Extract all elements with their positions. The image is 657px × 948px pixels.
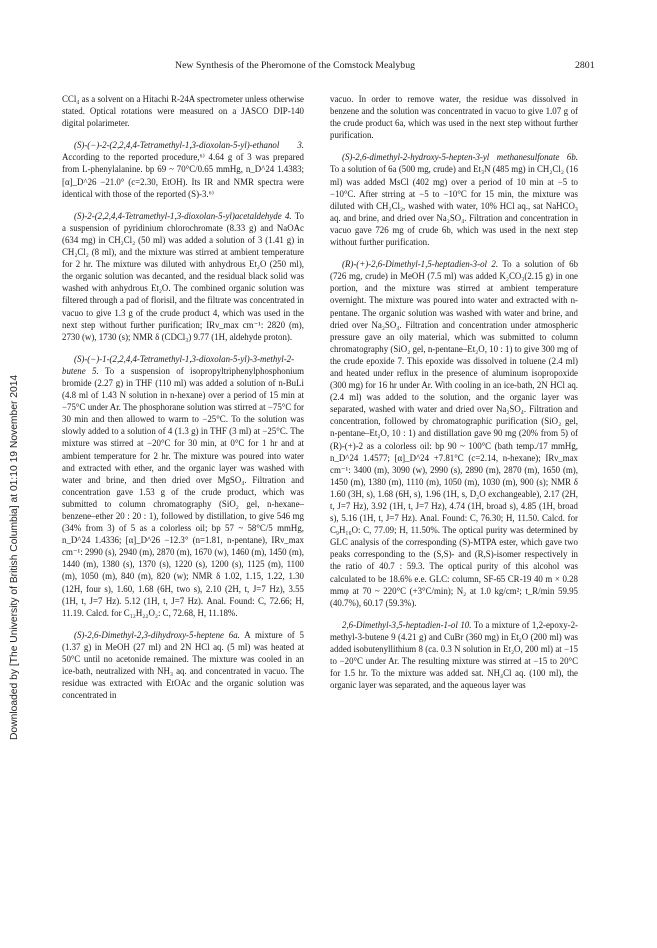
- entry-body: A mixture of 5 (1.37 g) in MeOH (27 ml) and 2N HCl aq. (5 ml) was heated at 50°C until no acetonide remained. The mixture was cooled in an ice-bath, neutralized with NH₃ aq. and concentrated in vacuo. The residue was extracted with EtOAc and the organic solution was concentrated in: [62, 629, 304, 701]
- experimental-entry: [330, 619, 578, 692]
- experimental-entry: [62, 353, 304, 619]
- compound-name: (S)-2,6-dimethyl-2-hydroxy-5-hepten-3-yl methanesulfonate 6b.: [342, 152, 578, 163]
- experimental-entry: [62, 139, 304, 199]
- download-watermark-text: Downloaded by [The University of British Columbia] at 01:10 19 November 2014: [9, 374, 20, 740]
- download-watermark: [2, 100, 20, 740]
- entry-body: To a suspension of isopropyltriphenylphosphonium bromide (2.27 g) in THF (110 ml) was added a solution of n-BuLi (4.8 ml of 1.43 N solution in n-hexane) over a period of 15 min at −75°C under Ar. The phosphorane solution was stirred at −75°C for 30 min and then allowed to warm to −25°C. To the solution was slowly added to a solution of 4 (1.3 g) in THF (3 ml) at −25°C. The mixture was stirred at −20°C for 30 min, at 0°C for 1 hr and at ambient temperature for 2 hr. The mixture was poured into water and extracted with ether, and the organic layer was washed with water and brine, and then dried over MgSO₄. Filtration and concentration gave 1.53 g of the crude product, which was submitted to column chromatography (SiO₂ gel, n-hexane–benzene–ether 20 : 20 : 1), followed by distillation, to give 546 mg (34% from 3) of 5 as a colorless oil; bp 57 ~ 58°C/5 mmHg, n_D^24 1.4336; [α]_D^26 −12.3° (n=1.81, n-pentane), IRν_max cm⁻¹: 2990 (s), 2940 (m), 2870 (m), 1670 (w), 1460 (m), 1450 (m), 1440 (m), 1380 (s), 1370 (s), 1220 (s), 1200 (s), 1125 (m), 1100 (m), 1050 (m), 840 (m), 820 (w); NMR δ 1.02, 1.15, 1.22, 1.30 (12H, four s), 1.60, 1.68 (6H, two s), 2.10 (2H, t, J=7 Hz), 3.55 (1H, t, J=7 Hz). 5.12 (1H, t, J=7 Hz). Anal. Found: C, 72.66; H, 11.19. Calcd. for C₁₂H₂₂O₂: C, 72.68, H, 11.18%.: [62, 365, 304, 618]
- experimental-entry: [330, 258, 578, 609]
- compound-name: (S)-(−)-2-(2,2,4,4-Tetramethyl-1,3-dioxolan-5-yl)-ethanol 3.: [74, 140, 304, 151]
- running-title: New Synthesis of the Pheromone of the Comstock Mealybug: [175, 60, 415, 71]
- paragraph-text: vacuo. In order to remove water, the residue was dissolved in benzene and the solution was concentrated in vacuo to give 1.07 g of the crude product 6a, which was used in the next step without further purification.: [330, 94, 578, 141]
- compound-name: (S)-(−)-1-(2,2,4,4-Tetramethyl-1,3-dioxolan-5-yl)-3-methyl-2-butene 5.: [62, 353, 295, 376]
- experimental-entry: [62, 210, 304, 343]
- compound-name: (R)-(+)-2,6-Dimethyl-1,5-heptadien-3-ol 2.: [342, 259, 499, 270]
- compound-name: 2,6-Dimethyl-3,5-heptadien-1-ol 10.: [342, 619, 472, 630]
- experimental-entry: [330, 151, 578, 248]
- paragraph-text: CCl₄ as a solvent on a Hitachi R-24A spectrometer unless otherwise stated. Optical rotations were measured on a JASCO DIP-140 digital polarimeter.: [62, 94, 304, 129]
- page-number: 2801: [575, 60, 595, 71]
- entry-body: To a mixture of 1,2-epoxy-2-methyl-3-butene 9 (4.21 g) and CuBr (360 mg) in Et₂O (200 ml) was added isobutenyllithium 8 (ca. 0.3 N solution in Et₂O, 200 ml) at −15 to −20°C under Ar. The resulting mixture was stirred at −15 to 20°C for 1.5 hr. To the mixture was added sat. NH₄Cl aq. (100 ml), the organic layer was separated, and the aqueous layer was: [330, 619, 578, 691]
- experimental-entry: [62, 629, 304, 702]
- left-column: [62, 93, 304, 701]
- entry-body: To a solution of 6a (500 mg, crude) and Et₃N (485 mg) in CH₂Cl₂ (16 ml) was added MsCl (402 mg) over a period of 10 min at −5 to −10°C. After strring at −5 to −10°C for 15 min, the mixture was diluted with CH₂Cl₂, washed with water, 10% HCl aq., sat NaHCO₃ aq. and brine, and dried over Na₂SO₄. Filtration and concentration in vacuo gave 726 mg of crude 6b, which was used in the next step without further purification.: [330, 164, 578, 248]
- compound-name: (S)-2-(2,2,4,4-Tetramethyl-1,3-dioxolan-5-yl)acetaldehyde 4.: [74, 210, 292, 221]
- entry-body: To a suspension of pyridinium chlorochromate (8.33 g) and NaOAc (634 mg) in CH₂Cl₂ (50 ml) was added a solution of 3 (1.41 g) in CH₂Cl₂ (8 ml), and the mixture was stirred at ambient temperature for 2 hr. The mixture was diluted with anhydrous Et₂O (250 ml), the organic solution was decanted, and the residual black solid was washed with anhydrous Et₂O. The combined organic solution was filtered through a pad of florisil, and the filtrate was concentrated in vacuo to give 1.3 g of the crude product 4, which was used in the next step without further purification; IRν_max cm⁻¹: 2820 (m), 2730 (w), 1730 (s); NMR δ (CDCl₃) 9.77 (1H, aldehyde proton).: [62, 210, 304, 342]
- entry-body: To a solution of 6b (726 mg, crude) in MeOH (7.5 ml) was added K₂CO₃(2.15 g) in one portion, and the mixture was stirred at ambient temperature overnight. The mixture was poured into water and extracted with n-pentane. The organic solution was washed with water and brine, and dried over Na₂SO₄. Filtration and concentration under atmospheric pressure gave an oily material, which was submitted to column chromatography (SiO₂ gel, n-pentane–Et₂O, 10 : 1) to give 300 mg of the crude epoxide 7. This epoxide was dissolved in toluene (2.4 ml) and heated under reflux in the presence of aluminum isopropoxide (300 mg) for 16 hr under Ar. With cooling in an ice-bath, 2N HCl aq. (2.4 ml) was added to the solution, and the organic layer was separated, washed with water and dried over Na₂SO₄. Filtration and concentration, followed by chromatographic purification (SiO₂ gel, n-pentane–Et₂O, 10 : 1) and distillation gave 90 mg (20% from 5) of (R)-(+)-2 as a colorless oil: bp 90 ~ 100°C (bath temp./17 mmHg, n_D^24 1.4577; [α]_D^24 +7.81°C (c=2.14, n-hexane); IRν_max cm⁻¹: 3400 (m), 3090 (w), 2990 (s), 2890 (m), 2870 (m), 1650 (m), 1450 (m), 1380 (m), 1110 (m), 1050 (m), 1030 (m), 900 (s); NMR δ 1.60 (3H, s), 1.68 (6H, s), 1.96 (1H, s, D₂O exchangeable), 2.17 (2H, t, J=7 Hz), 3.92 (1H, t, J=7 Hz), 4.74 (1H, broad s), 4.85 (1H, broad s), 5.16 (1H, t, J=7 Hz). Anal. Found: C, 76.30; H, 11.50. Calcd. for C₉H₁₆O: C, 77.09; H, 11.50%. The optical purity was determined by GLC analysis of the corresponding (S)-MTPA ester, which gave two peaks corresponding to the (S,S)- and (R,S)-isomer respectively in the ratio of 40.7 : 59.3. The optical purity of this alcohol was calculated to be 18.6% e.e. GLC: column, SF-65 CR-19 40 m × 0.28 mmφ at 70 ~ 220°C (+3°C/min); N₂ at 1.0 kg/cm²; t_R/min 59.95 (40.7%), 60.17 (59.3%).: [330, 259, 579, 608]
- compound-name: (S)-2,6-Dimethyl-2,3-dihydroxy-5-heptene 6a.: [74, 629, 240, 640]
- right-column: [330, 93, 578, 691]
- paragraph: [330, 93, 578, 141]
- entry-body: According to the reported procedure,⁶⁾ 4.64 g of 3 was prepared from L-phenylalanine. bp 69 ~ 70°C/0.65 mmHg, n_D^24 1.4383; [α]_D^26 −21.0° (c=2.30, EtOH). Its IR and NMR spectra were identical with those of the reported (S)-3.⁶⁾: [62, 152, 304, 199]
- paragraph: [62, 93, 304, 129]
